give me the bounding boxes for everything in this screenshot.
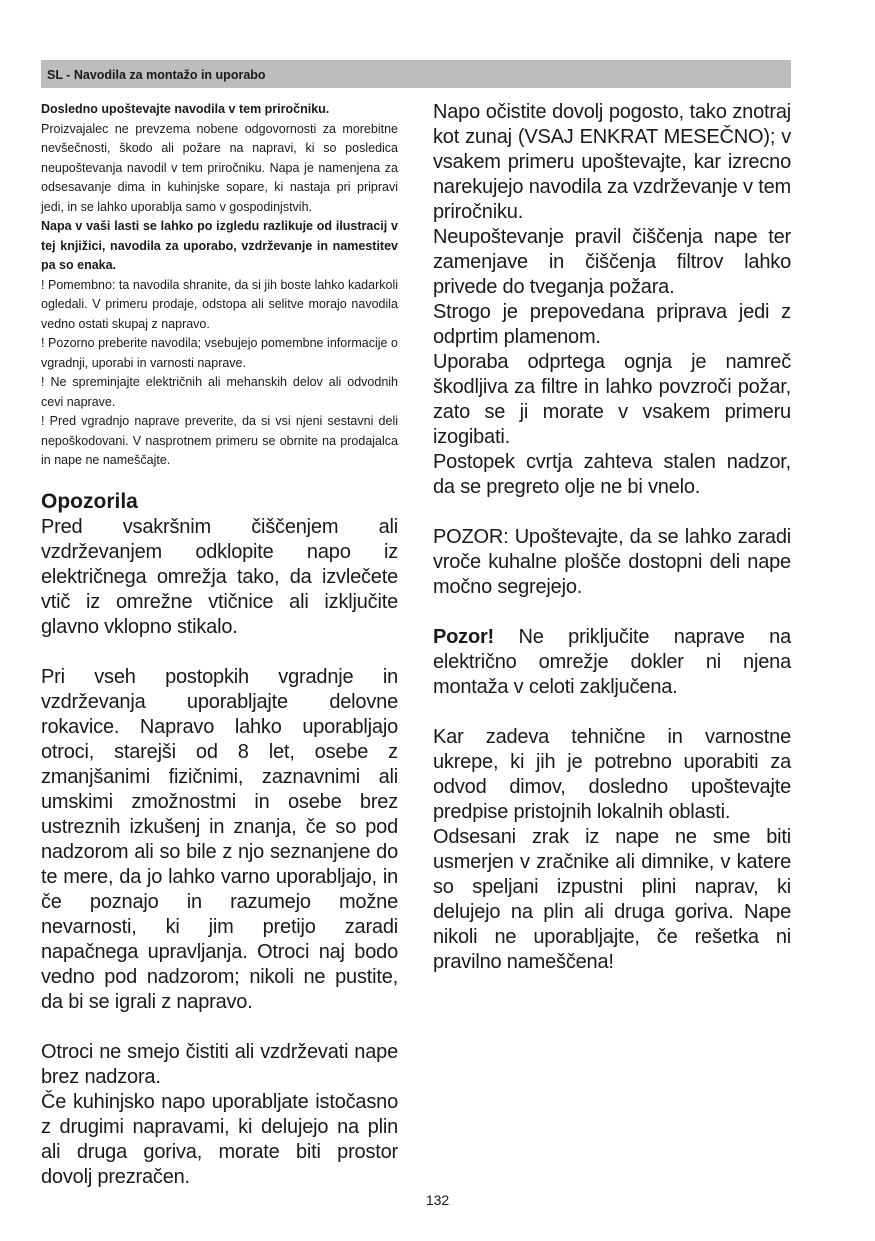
intro-text: Proizvajalec ne prevzema nobene odgovornosti za morebitne nevšečnosti, škodo ali požare na napravi, ki so posledica neupoštevanja navodil v tem priročniku. Napa je namenjena za odsesavanje dima in kuhinjske sopare, ki nastaja pri pripravi jedi, in se lahko uporablja samo v gospodinjstvih.	[41, 121, 398, 214]
warning-paragraph: Če kuhinjsko napo uporabljate istočasno z drugimi napravami, ki delujejo na plin ali druga goriva, morate biti prostor dovolj prezračen.	[41, 1090, 398, 1188]
maintenance-paragraph: Postopek cvrtja zahteva stalen nadzor, da se pregreto olje ne bi vnelo.	[433, 451, 791, 498]
intro-bold-2: Napa v vaši lasti se lahko po izgledu razlikuje od ilustracij v tej knjižici, navodila za uporabo, vzdrževanje in namestitev pa so enaka.	[41, 219, 398, 272]
caution-text: Ne priključite naprave na električno omrežje dokler ni njena montaža v celoti zaključena.	[433, 626, 791, 698]
right-column	[433, 100, 791, 975]
note-item: ! Pred vgradnjo naprave preverite, da si vsi njeni sestavni deli nepoškodovani. V nasprotnem primeru se obrnite na prodajalca in nape ne nameščajte.	[41, 414, 398, 467]
caution-paragraph: POZOR: Upoštevajte, da se lahko zaradi vroče kuhalne plošče dostopni deli nape močno segrejejo.	[433, 526, 791, 598]
maintenance-paragraph: Strogo je prepovedana priprava jedi z odprtim plamenom.	[433, 301, 791, 348]
page-number: 132	[425, 1192, 450, 1208]
page-header: SL - Navodila za montažo in uporabo	[41, 60, 791, 88]
note-item: ! Ne spreminjajte električnih ali mehanskih delov ali odvodnih cevi naprave.	[41, 375, 398, 409]
safety-paragraph: Kar zadeva tehnične in varnostne ukrepe, ki jih je potrebno uporabiti za odvod dimov, dosledno upoštevajte predpise pristojnih lokalnih oblasti.	[433, 726, 791, 823]
note-item: ! Pomembno: ta navodila shranite, da si jih boste lahko kadarkoli ogledali. V primeru prodaje, odstopa ali selitve morajo navodila vedno ostati skupaj z napravo.	[41, 277, 398, 331]
maintenance-paragraph: Neupoštevanje pravil čiščenja nape ter zamenjave in čiščenja filtrov lahko privede do tveganja požara.	[433, 226, 791, 298]
left-column	[41, 100, 398, 1190]
warning-paragraph: Pri vseh postopkih vgradnje in vzdrževanja uporabljajte delovne rokavice. Napravo lahko uporabljajo otroci, starejši od 8 let, osebe z zmanjšanimi fizičnimi, zaznavnimi ali umskimi zmožnostmi in osebe brez ustreznih izkušenj in znanja, če so pod nadzorom ali so bile z njo seznanjene do te mere, da jo lahko varno uporabljajo, in če poznajo in razumejo možne nevarnosti, ki jim pretijo zaradi napačnega upravljanja. Otroci naj bodo vedno pod nadzorom; nikoli ne pustite, da bi se igrali z napravo.	[41, 665, 398, 1013]
warning-paragraph: Otroci ne smejo čistiti ali vzdrževati nape brez nadzora.	[41, 1040, 398, 1088]
caution-label: Pozor!	[433, 626, 495, 648]
maintenance-paragraph: Uporaba odprtega ognja je namreč škodljiva za filtre in lahko povzroči požar, zato se ji morate v vsakem primeru izogibati.	[433, 351, 791, 448]
safety-paragraph: Odsesani zrak iz nape ne sme biti usmerjen v zračnike ali dimnike, v katere so speljani izpustni plini naprav, ki delujejo na plin ali druga goriva. Nape nikoli ne uporabljajte, če rešetka ni pravilno nameščena!	[433, 826, 791, 973]
maintenance-paragraph: Napo očistite dovolj pogosto, tako znotraj kot zunaj (VSAJ ENKRAT MESEČNO); v vsakem primeru upoštevajte, kar izrecno narekujejo navodila za vzdrževanje v tem priročniku.	[433, 101, 791, 223]
caution-paragraph	[433, 625, 791, 700]
intro-bold: Dosledno upoštevajte navodila v tem priročniku.	[41, 102, 330, 116]
section-heading: Opozorila	[41, 489, 138, 513]
note-item: ! Pozorno preberite navodila; vsebujejo pomembne informacije o vgradnji, uporabi in varnosti naprave.	[41, 336, 398, 370]
warning-paragraph: Pred vsakršnim čiščenjem ali vzdrževanjem odklopite napo iz električnega omrežja tako, da izvlečete vtič iz omrežne vtičnice ali izključite glavno vklopno stikalo.	[41, 515, 398, 638]
